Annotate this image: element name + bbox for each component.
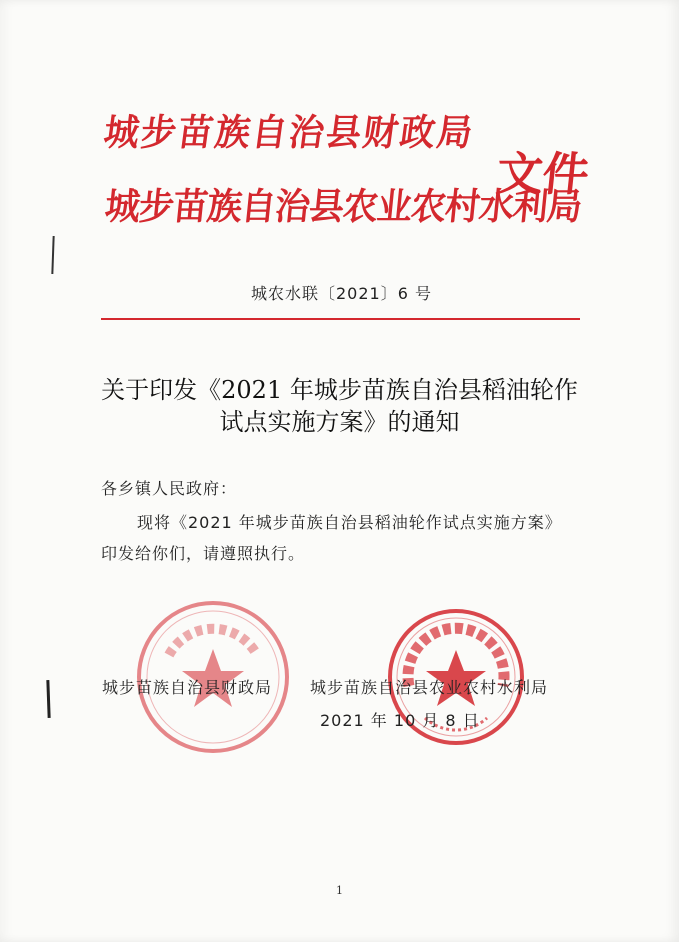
paragraph-line-2: 印发给你们，请遵照执行。 bbox=[101, 544, 306, 563]
document-word: 文件 bbox=[493, 147, 592, 201]
addressee: 各乡镇人民政府： bbox=[101, 479, 238, 498]
signature-issuer-2: 城步苗族自治县农业农村水利局 bbox=[310, 678, 549, 697]
binding-mark-top bbox=[51, 236, 54, 274]
red-separator-line bbox=[101, 318, 580, 320]
signature-issuer-1: 城步苗族自治县财政局 bbox=[102, 678, 273, 697]
page-number: 1 bbox=[336, 884, 343, 897]
issuer-line-2: 城步苗族自治县农业农村水利局 bbox=[102, 185, 584, 229]
issuer-line-1: 城步苗族自治县财政局 bbox=[101, 111, 478, 155]
paragraph-line-1: 现将《2021 年城步苗族自治县稻油轮作试点实施方案》 bbox=[137, 513, 562, 532]
signature-date: 2021 年 10 月 8 日 bbox=[320, 711, 480, 730]
binding-mark-bottom bbox=[46, 680, 50, 718]
title-line-2: 试点实施方案》的通知 bbox=[219, 408, 460, 436]
title-line-1: 关于印发《2021 年城步苗族自治县稻油轮作 bbox=[101, 376, 578, 404]
document-number: 城农水联〔2021〕6 号 bbox=[251, 284, 432, 303]
